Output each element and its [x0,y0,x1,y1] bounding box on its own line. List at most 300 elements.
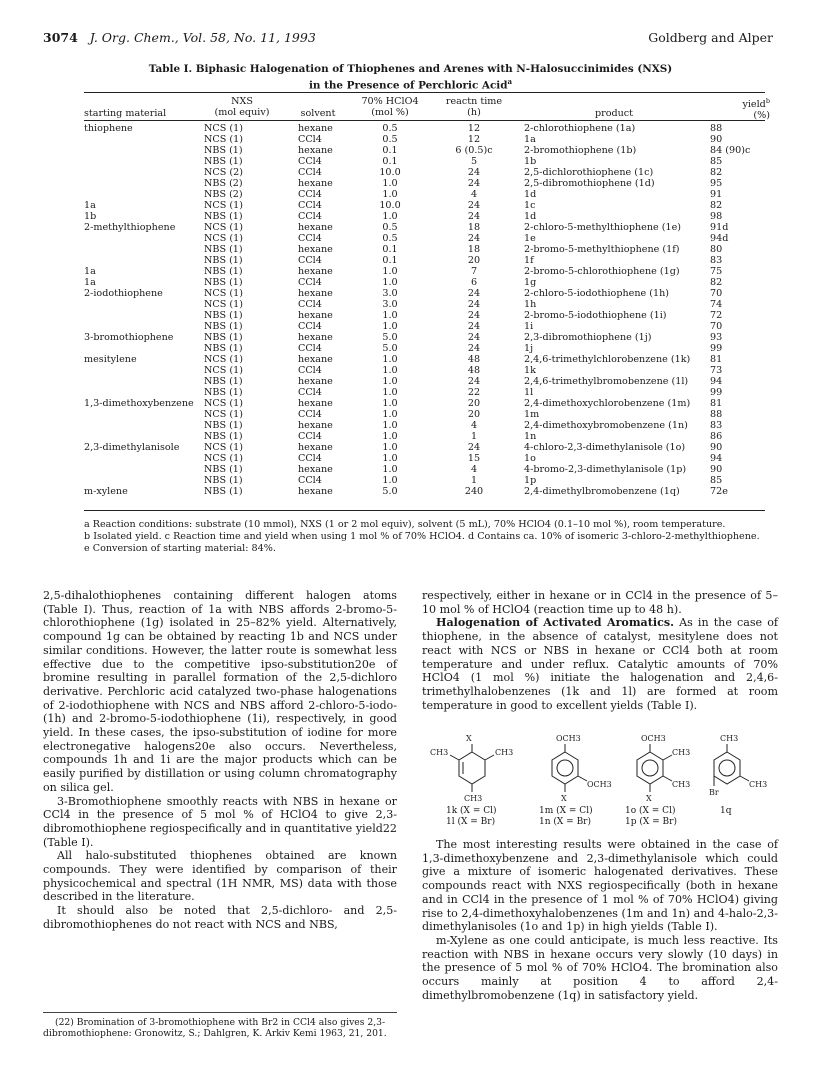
cell-solvent: hexane [298,464,333,475]
cell-nxs: NBS (1) [204,244,243,255]
paragraph-left-4: It should also be noted that 2,5-dichloro- and 2,5-dibromothiophenes do not react with NCS and NBS, [43,904,397,931]
cell-product: 4-bromo-2,3-dimethylanisole (1p) [524,464,687,475]
footnote-e: e Conversion of starting material: 84%. [84,543,276,554]
cell-nxs: NBS (1) [204,420,243,431]
cell-product: 2,4,6-trimethylbromobenzene (1l) [524,376,689,387]
table-header-rule [84,120,765,121]
paragraph-right-1: respectively, either in hexane or in CCl4 in the presence of 5–10 mol % of HClO4 (reaction time up to 48 h). [422,589,778,616]
label-och3-3: OCH3 [641,734,666,743]
cell-hclo4: 1.0 [382,453,398,464]
cell-time: 5 [470,156,478,167]
cell-nxs: NCS (1) [204,233,243,244]
cell-solvent: hexane [298,288,333,299]
reference-22: (22) Bromination of 3-bromothiophene with Br2 in CCl4 also gives 2,3-dibromothiophene: Gronowitz, S.; Dahlgren, K. Arkiv Kemi 1963, 21, 201. [43,1012,397,1039]
cell-starting-material: 3-bromothiophene [84,332,174,343]
cell-time: 18 [467,244,481,255]
col-header-hclo4: 70% HClO4 (mol %) [361,96,419,118]
cell-product: 2,5-dibromothiophene (1d) [524,178,655,189]
table-row [84,388,765,399]
cell-nxs: NCS (1) [204,288,243,299]
cell-time: 48 [467,354,481,365]
cell-product: 2,4-dimethoxychlorobenzene (1m) [524,398,691,409]
cell-yield: 98 [710,211,723,222]
cell-hclo4: 1.0 [382,178,398,189]
cell-hclo4: 0.1 [382,244,398,255]
cell-hclo4: 0.1 [382,156,398,167]
cell-hclo4: 1.0 [382,475,398,486]
cell-product: 4-chloro-2,3-dimethylanisole (1o) [524,442,686,453]
cell-yield: 88 [710,409,723,420]
cell-solvent: hexane [298,354,333,365]
table-row [84,278,765,289]
cell-nxs: NBS (1) [204,387,243,398]
table-row [84,135,765,146]
cell-solvent: hexane [298,332,333,343]
label-compounds-mn: 1m (X = Cl) 1n (X = Br) [539,806,593,827]
cell-nxs: NBS (2) [204,178,243,189]
label-ch3-3a: CH3 [672,748,691,757]
cell-yield: 85 [710,475,723,486]
cell-time: 20 [467,409,481,420]
table-row [84,443,765,454]
cell-nxs: NBS (1) [204,431,243,442]
cell-time: 24 [467,167,481,178]
cell-yield: 84 (90)c [710,145,751,156]
table-row [84,465,765,476]
cell-nxs: NBS (1) [204,343,243,354]
cell-hclo4: 1.0 [382,376,398,387]
structures-figure [422,722,777,830]
table-row [84,421,765,432]
section-heading: Halogenation of Activated Aromatics. [436,616,674,630]
cell-time: 12 [467,123,481,134]
cell-hclo4: 10.0 [379,167,401,178]
cell-time: 24 [467,178,481,189]
cell-time: 7 [470,266,478,277]
cell-starting-material: m-xylene [84,486,128,497]
cell-nxs: NCS (1) [204,453,243,464]
cell-hclo4: 5.0 [382,332,398,343]
table-row [84,476,765,487]
cell-nxs: NBS (1) [204,310,243,321]
cell-yield: 88 [710,123,723,134]
cell-starting-material: 2,3-dimethylanisole [84,442,180,453]
cell-product: 1e [524,233,536,244]
cell-product: 1k [524,365,536,376]
cell-solvent: CCl4 [298,200,322,211]
cell-hclo4: 5.0 [382,486,398,497]
cell-solvent: hexane [298,376,333,387]
cell-nxs: NBS (1) [204,277,243,288]
cell-hclo4: 1.0 [382,310,398,321]
paragraph-right-2: Halogenation of Activated Aromatics. As in the case of thiophene, in the absence of catalyst, mesitylene does not react with NCS or NBS in hexane or CCl4 both at room temperature and under reflux. Catalytic amounts of 70% HClO4 (1 mol %) initiate the halogenation and 2,4,6-trimethylhalobenzenes (1k and 1l) are formed at room temperature in good to excellent yields (Table I). [422,616,778,712]
cell-time: 4 [470,189,478,200]
cell-nxs: NBS (1) [204,145,243,156]
cell-time: 4 [470,464,478,475]
paragraph-right-4: m-Xylene as one could anticipate, is much less reactive. Its reaction with NBS in hexane occurs very slowly (10 days) in the presence of 5 mol % of 70% HClO4. The bromination also occurs mainly at position 4 to afford 2,4-dimethylbromobenzene (1q) in satisfactory yield. [422,933,778,1002]
col-header-nxs: NXS (mol equiv) [214,96,270,118]
cell-solvent: CCl4 [298,189,322,200]
cell-solvent: CCl4 [298,343,322,354]
table-footnotes [84,519,765,555]
cell-hclo4: 0.5 [382,233,398,244]
cell-solvent: hexane [298,442,333,453]
label-ch3-4a: CH3 [720,734,739,743]
cell-product: 2-chlorothiophene (1a) [524,123,636,134]
cell-starting-material: thiophene [84,123,133,134]
cell-solvent: CCl4 [298,233,322,244]
cell-starting-material: 2-iodothiophene [84,288,163,299]
label-ch3-3b: CH3 [672,780,691,789]
cell-solvent: hexane [298,178,333,189]
cell-solvent: CCl4 [298,365,322,376]
table-row [84,146,765,157]
cell-hclo4: 1.0 [382,277,398,288]
cell-time: 12 [467,134,481,145]
cell-solvent: CCl4 [298,134,322,145]
cell-solvent: hexane [298,145,333,156]
cell-yield: 90 [710,464,723,475]
cell-hclo4: 0.1 [382,255,398,266]
cell-starting-material: 1a [84,277,96,288]
running-header [43,30,773,48]
cell-nxs: NCS (1) [204,200,243,211]
table-row [84,311,765,322]
cell-product: 1d [524,211,537,222]
cell-product: 1i [524,321,534,332]
caption-line-2: in the Presence of Perchloric Acid$^a$ [308,76,513,91]
table-caption [60,63,761,91]
cell-yield: 86 [710,431,723,442]
cell-time: 48 [467,365,481,376]
cell-time: 24 [467,233,481,244]
table-row [84,454,765,465]
cell-hclo4: 0.5 [382,222,398,233]
cell-yield: 83 [710,255,723,266]
cell-nxs: NCS (1) [204,442,243,453]
cell-time: 18 [467,222,481,233]
cell-nxs: NBS (2) [204,189,243,200]
cell-product: 1f [524,255,534,266]
cell-solvent: CCl4 [298,409,322,420]
caption-line-1: Table I. Biphasic Halogenation of Thiophenes and Arenes with N-Halosuccinimides (NXS) [148,63,673,75]
cell-yield: 94d [710,233,729,244]
cell-solvent: hexane [298,123,333,134]
cell-time: 15 [467,453,481,464]
cell-nxs: NBS (1) [204,376,243,387]
table-row [84,289,765,300]
cell-solvent: hexane [298,266,333,277]
cell-time: 24 [467,442,481,453]
left-column [43,589,397,932]
cell-solvent: CCl4 [298,156,322,167]
cell-product: 2-bromothiophene (1b) [524,145,637,156]
cell-yield: 81 [710,398,723,409]
table-row [84,377,765,388]
cell-hclo4: 1.0 [382,409,398,420]
cell-solvent: hexane [298,310,333,321]
cell-yield: 75 [710,266,723,277]
cell-yield: 93 [710,332,723,343]
cell-starting-material: 1b [84,211,97,222]
cell-yield: 70 [710,321,723,332]
cell-product: 2-bromo-5-iodothiophene (1i) [524,310,667,321]
cell-hclo4: 1.0 [382,387,398,398]
label-x-1: X [466,734,472,743]
cell-hclo4: 10.0 [379,200,401,211]
cell-hclo4: 3.0 [382,288,398,299]
cell-yield: 74 [710,299,723,310]
cell-product: 2,4,6-trimethylchlorobenzene (1k) [524,354,691,365]
cell-yield: 85 [710,156,723,167]
cell-product: 2-bromo-5-methylthiophene (1f) [524,244,680,255]
cell-hclo4: 1.0 [382,420,398,431]
page-number: 3074 [43,30,78,45]
table-row [84,333,765,344]
header-left [43,30,316,45]
label-och3-2b: OCH3 [587,780,612,789]
table-row [84,201,765,212]
cell-hclo4: 0.1 [382,145,398,156]
table-row [84,124,765,135]
right-column-bottom [422,838,778,1002]
cell-time: 20 [467,255,481,266]
cell-nxs: NBS (1) [204,156,243,167]
cell-product: 2,3-dibromothiophene (1j) [524,332,652,343]
col-header-yield: yield$^b$ (%) [742,97,770,122]
cell-solvent: CCl4 [298,211,322,222]
cell-hclo4: 1.0 [382,354,398,365]
col-header-starting-material: starting material [84,108,167,119]
label-x-2: X [561,794,567,803]
cell-time: 1 [470,475,478,486]
table-row [84,487,765,498]
cell-solvent: hexane [298,222,333,233]
paragraph-left-3: All halo-substituted thiophenes obtained are known compounds. They were identified by comparison of their physicochemical and spectral (1H NMR, MS) data with those described in the literature. [43,849,397,904]
cell-yield: 82 [710,167,723,178]
table-row [84,322,765,333]
cell-yield: 91 [710,189,723,200]
cell-yield: 99 [710,387,723,398]
cell-nxs: NCS (1) [204,409,243,420]
cell-yield: 70 [710,288,723,299]
cell-solvent: CCl4 [298,453,322,464]
cell-product: 1d [524,189,537,200]
cell-hclo4: 5.0 [382,343,398,354]
cell-hclo4: 1.0 [382,321,398,332]
table-row [84,190,765,201]
cell-product: 1c [524,200,536,211]
cell-starting-material: 2-methylthiophene [84,222,176,233]
cell-product: 2-chloro-5-iodothiophene (1h) [524,288,670,299]
cell-nxs: NBS (1) [204,255,243,266]
cell-time: 24 [467,299,481,310]
cell-yield: 90 [710,442,723,453]
cell-nxs: NBS (1) [204,211,243,222]
cell-time: 24 [467,200,481,211]
cell-product: 1h [524,299,537,310]
cell-nxs: NBS (1) [204,475,243,486]
table-row [84,212,765,223]
cell-yield: 94 [710,376,723,387]
cell-yield: 99 [710,343,723,354]
cell-time: 20 [467,398,481,409]
cell-time: 24 [467,211,481,222]
col-header-solvent: solvent [300,108,336,119]
table-row [84,256,765,267]
cell-starting-material: 1,3-dimethoxybenzene [84,398,194,409]
cell-hclo4: 1.0 [382,431,398,442]
cell-nxs: NBS (1) [204,464,243,475]
right-column-top [422,589,778,712]
cell-nxs: NCS (1) [204,354,243,365]
cell-time: 24 [467,343,481,354]
cell-yield: 95 [710,178,723,189]
label-ch3-1c: CH3 [464,794,483,803]
cell-nxs: NBS (1) [204,266,243,277]
table-row [84,157,765,168]
table-row [84,399,765,410]
cell-time: 4 [470,420,478,431]
paragraph-right-3: The most interesting results were obtained in the case of 1,3-dimethoxybenzene and 2,3-dimethylanisole which could give a mixture of isomeric halogenated derivatives. These compounds react with NXS regiospecifically (both in hexane and in CCl4 in the presence of 1 mol % of 70% HClO4) giving rise to 2,4-dimethoxyhalobenzenes (1m and 1n) and 4-halo-2,3-dimethylanisoles (1o and 1p) in high yields (Table I). [422,838,778,934]
cell-starting-material: 1a [84,200,96,211]
cell-product: 1p [524,475,537,486]
col-header-time: reactn time (h) [445,96,503,118]
table-row [84,410,765,421]
footnote-b: b Isolated yield. c Reaction time and yield when using 1 mol % of 70% HClO4. d Contains ca. 10% of isomeric 3-chloro-2-methylthiophene. [84,531,760,542]
cell-solvent: CCl4 [298,321,322,332]
cell-yield: 72 [710,310,723,321]
label-compounds-op: 1o (X = Cl) 1p (X = Br) [625,806,677,827]
label-compound-q: 1q [720,806,732,816]
cell-solvent: CCl4 [298,299,322,310]
table-row [84,344,765,355]
cell-yield: 72e [710,486,728,497]
cell-hclo4: 1.0 [382,189,398,200]
cell-solvent: CCl4 [298,277,322,288]
cell-product: 2,5-dichlorothiophene (1c) [524,167,654,178]
cell-time: 240 [464,486,484,497]
cell-solvent: CCl4 [298,167,322,178]
cell-yield: 73 [710,365,723,376]
cell-hclo4: 1.0 [382,442,398,453]
cell-nxs: NCS (1) [204,222,243,233]
cell-starting-material: 1a [84,266,96,277]
cell-solvent: hexane [298,398,333,409]
label-ch3-1a: CH3 [430,748,449,757]
cell-solvent: hexane [298,420,333,431]
cell-hclo4: 1.0 [382,266,398,277]
cell-nxs: NCS (1) [204,299,243,310]
cell-product: 1m [524,409,540,420]
col-header-product: product [594,108,634,119]
cell-nxs: NBS (1) [204,321,243,332]
cell-hclo4: 1.0 [382,398,398,409]
cell-time: 24 [467,332,481,343]
label-br-4: Br [709,788,719,797]
label-ch3-1b: CH3 [495,748,514,757]
cell-hclo4: 1.0 [382,464,398,475]
cell-time: 1 [470,431,478,442]
data-table [84,92,770,512]
cell-product: 1g [524,277,537,288]
cell-product: 2-bromo-5-chlorothiophene (1g) [524,266,680,277]
cell-hclo4: 3.0 [382,299,398,310]
footnote-a: a Reaction conditions: substrate (10 mmol), NXS (1 or 2 mol equiv), solvent (5 mL), 70% HClO4 (0.1–10 mol %), room temperature. [84,519,726,530]
cell-nxs: NCS (1) [204,134,243,145]
cell-product: 1o [524,453,536,464]
label-ch3-4b: CH3 [749,780,768,789]
table-row [84,245,765,256]
table-row [84,432,765,443]
cell-product: 2-chloro-5-methylthiophene (1e) [524,222,682,233]
paragraph-left-2: 3-Bromothiophene smoothly reacts with NBS in hexane or CCl4 in the presence of 5 mol % of HClO4 to give 2,3-dibromothiophene regiospecifically and in quantitative yield22 (Table I). [43,794,397,849]
table-row [84,267,765,278]
cell-time: 24 [467,288,481,299]
cell-yield: 94 [710,453,723,464]
table-row [84,234,765,245]
table-row [84,223,765,234]
label-compounds-kl: 1k (X = Cl) 1l (X = Br) [446,806,497,827]
paragraph-left-1: 2,5-dihalothiophenes containing different halogen atoms (Table I). Thus, reaction of 1a with NBS affords 2-bromo-5-chlorothiophene (1g) isolated in 25–82% yield. Alternatively, compound 1g can be obtained by reacting 1b and NCS under similar conditions. However, the latter route is somewhat less effective due to the competitive ipso-substitution20e of bromine resulting in parallel formation of the 2,5-dichloro derivative. Perchloric acid catalyzed two-phase halogenations of 2-iodothiophene with NCS and NBS afford 2-chloro-5-iodo- (1h) and 2-bromo-5-iodothiophene (1i), respectively, in good yield. In these cases, the ipso-substitution of iodine for more electronegative halogens20e also occurs. Nevertheless, compounds 1h and 1i are the major products which can be easily purified by distillation or using column chromatography on silica gel. [43,589,397,794]
cell-nxs: NBS (1) [204,332,243,343]
cell-product: 2,4-dimethylbromobenzene (1q) [524,486,680,497]
header-authors: Goldberg and Alper [648,30,773,45]
cell-hclo4: 0.5 [382,134,398,145]
table-row [84,168,765,179]
cell-yield: 82 [710,277,723,288]
cell-yield: 80 [710,244,723,255]
cell-time: 6 [470,277,478,288]
cell-product: 1l [524,387,534,398]
cell-hclo4: 1.0 [382,211,398,222]
cell-time: 6 (0.5)c [455,145,493,156]
cell-nxs: NCS (1) [204,365,243,376]
table-bottom-rule [84,510,765,511]
cell-time: 24 [467,321,481,332]
table-row [84,355,765,366]
cell-product: 1n [524,431,537,442]
cell-product: 1j [524,343,534,354]
cell-yield: 82 [710,200,723,211]
cell-yield: 81 [710,354,723,365]
cell-time: 24 [467,310,481,321]
label-x-3: X [646,794,652,803]
table-top-rule [84,92,765,93]
cell-nxs: NCS (1) [204,398,243,409]
cell-hclo4: 1.0 [382,365,398,376]
cell-product: 2,4-dimethoxybromobenzene (1n) [524,420,688,431]
cell-solvent: CCl4 [298,431,322,442]
cell-time: 22 [467,387,481,398]
cell-product: 1b [524,156,537,167]
cell-nxs: NBS (1) [204,486,243,497]
cell-yield: 91d [710,222,729,233]
cell-solvent: CCl4 [298,387,322,398]
table-row [84,300,765,311]
cell-solvent: hexane [298,486,333,497]
cell-nxs: NCS (1) [204,123,243,134]
journal-citation: J. Org. Chem., Vol. 58, No. 11, 1993 [89,30,316,45]
cell-solvent: CCl4 [298,475,322,486]
table-row [84,366,765,377]
cell-solvent: CCl4 [298,255,322,266]
cell-hclo4: 0.5 [382,123,398,134]
cell-product: 1a [524,134,536,145]
cell-yield: 83 [710,420,723,431]
cell-solvent: hexane [298,244,333,255]
table-row [84,179,765,190]
